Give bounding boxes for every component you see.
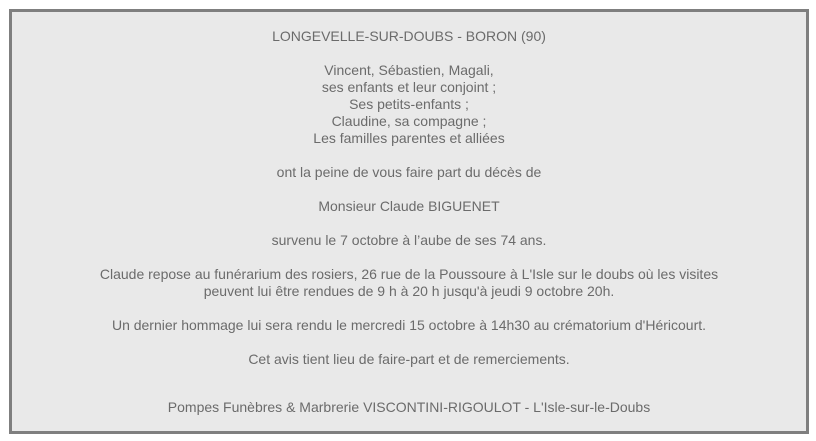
tribute-info: Un dernier hommage lui sera rendu le mercredi 15 octobre à 14h30 au crématorium d'Héricourt. (111, 317, 707, 333)
location-heading: LONGEVELLE-SUR-DOUBS - BORON (90) (272, 28, 546, 44)
family-line: Vincent, Sébastien, Magali, (324, 62, 494, 78)
family-line: Ses petits-enfants ; (349, 96, 469, 112)
family-line: Claudine, sa compagne ; (331, 113, 487, 129)
funeral-home: Pompes Funèbres & Marbrerie VISCONTINI-RIGOULOT - L'Isle-sur-le-Doubs (167, 399, 651, 415)
obituary-notice (9, 9, 809, 434)
visitation-info: Claude repose au funérarium des rosiers, 26 rue de la Poussoure à L'Isle sur le doubs où les visites peuvent lui être rendues de 9 h à 20 h jusqu'à jeudi 9 octobre 20h. (99, 266, 719, 299)
deceased-name: Monsieur Claude BIGUENET (318, 198, 500, 214)
family-list (12, 62, 806, 147)
family-line: ses enfants et leur conjoint ; (321, 79, 497, 95)
announcement: ont la peine de vous faire part du décès de (276, 164, 542, 180)
family-line: Les familles parentes et alliées (313, 130, 505, 146)
death-info: survenu le 7 octobre à l’aube de ses 74 ans. (271, 232, 547, 248)
acknowledgement: Cet avis tient lieu de faire-part et de remerciements. (248, 351, 570, 367)
